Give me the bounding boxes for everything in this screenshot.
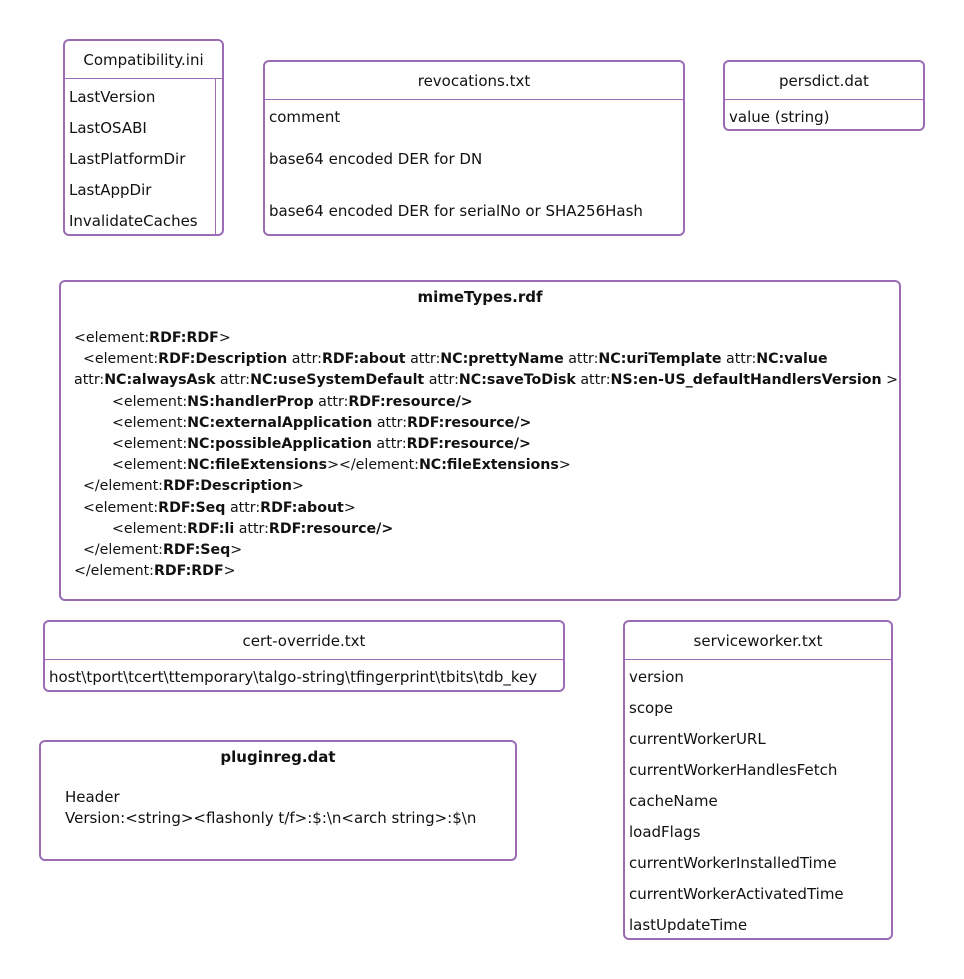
xml-line bbox=[83, 499, 356, 517]
compatibility-ini-table bbox=[63, 39, 224, 236]
xml-line bbox=[112, 435, 531, 453]
field-row: loadFlags bbox=[629, 823, 701, 841]
xml-syntax: > bbox=[343, 499, 356, 516]
xml-syntax: <element: bbox=[112, 436, 188, 452]
xml-name: RDF:Seq bbox=[162, 542, 231, 558]
xml-name: NC:externalApplication bbox=[187, 414, 373, 431]
xml-name: NC:uriTemplate bbox=[598, 351, 722, 368]
xml-name: RDF:resource/> bbox=[348, 393, 473, 410]
revocations-txt-table bbox=[263, 60, 685, 236]
revocations-txt-title: revocations.txt bbox=[265, 62, 683, 100]
xml-syntax: attr: bbox=[721, 351, 757, 368]
xml-name: NC:useSystemDefault bbox=[250, 372, 425, 389]
xml-name: NC:prettyName bbox=[440, 351, 564, 368]
field-row: version bbox=[629, 668, 684, 686]
field-row: scope bbox=[629, 699, 673, 717]
xml-name: RDF:li bbox=[187, 520, 235, 537]
xml-syntax: attr: bbox=[563, 351, 599, 368]
xml-syntax: <element: bbox=[112, 414, 188, 431]
xml-name: RDF:Seq bbox=[158, 499, 226, 516]
field-row: comment bbox=[269, 108, 341, 126]
field-row: host\tport\tcert\ttemporary\talgo-string\tfingerprint\tbits\tdb_key bbox=[49, 668, 538, 686]
field-row: LastPlatformDir bbox=[69, 150, 186, 168]
field-row: cacheName bbox=[629, 792, 718, 810]
xml-syntax: attr: bbox=[372, 414, 408, 431]
xml-syntax: <element: bbox=[112, 520, 188, 537]
xml-syntax: <element: bbox=[74, 330, 150, 346]
xml-name: RDF:RDF bbox=[153, 563, 224, 580]
xml-syntax: </element: bbox=[83, 542, 163, 558]
field-row: base64 encoded DER for serialNo or SHA256Hash bbox=[269, 202, 643, 220]
xml-name: NC:fileExtensions bbox=[187, 457, 328, 474]
serviceworker-txt-table bbox=[623, 620, 893, 940]
cert-override-txt-title: cert-override.txt bbox=[45, 622, 563, 660]
field-row: LastVersion bbox=[69, 88, 156, 106]
xml-name: NC:possibleApplication bbox=[187, 436, 372, 452]
xml-syntax: </element: bbox=[74, 563, 154, 580]
xml-syntax: > bbox=[230, 542, 243, 558]
xml-syntax: <element: bbox=[112, 457, 188, 474]
xml-line bbox=[112, 414, 531, 432]
xml-name: NC:value bbox=[756, 351, 828, 368]
xml-line bbox=[112, 520, 393, 538]
xml-syntax: <element: bbox=[112, 393, 188, 410]
xml-line bbox=[83, 350, 828, 368]
xml-name: RDF:about bbox=[260, 499, 344, 516]
field-row: currentWorkerActivatedTime bbox=[629, 885, 844, 903]
field-row: currentWorkerHandlesFetch bbox=[629, 761, 838, 779]
compatibility-ini-title: Compatibility.ini bbox=[65, 41, 222, 79]
xml-line bbox=[112, 393, 473, 411]
table-divider bbox=[215, 78, 216, 234]
xml-name: RDF:Description bbox=[162, 478, 293, 495]
xml-syntax: attr: bbox=[74, 372, 105, 389]
persdict-dat-table bbox=[723, 60, 925, 131]
xml-syntax: attr: bbox=[424, 372, 459, 389]
persdict-dat-title: persdict.dat bbox=[725, 62, 923, 100]
cert-override-txt-table bbox=[43, 620, 565, 692]
xml-line bbox=[74, 562, 236, 580]
xml-line bbox=[112, 456, 571, 474]
xml-syntax: > bbox=[292, 478, 304, 495]
xml-name: RDF:resource/> bbox=[406, 436, 531, 452]
xml-syntax: attr: bbox=[287, 351, 322, 368]
xml-syntax: attr: bbox=[234, 520, 269, 537]
field-row: lastUpdateTime bbox=[629, 916, 748, 934]
xml-syntax: > bbox=[223, 563, 236, 580]
field-row: LastAppDir bbox=[69, 181, 152, 199]
field-row: value (string) bbox=[729, 108, 830, 126]
xml-line bbox=[74, 371, 898, 389]
pluginreg-dat-box bbox=[39, 740, 517, 861]
xml-line bbox=[83, 477, 304, 495]
xml-syntax: attr: bbox=[575, 372, 611, 389]
xml-syntax: > bbox=[218, 330, 231, 346]
xml-syntax: attr: bbox=[371, 436, 407, 452]
xml-line bbox=[74, 329, 231, 347]
xml-syntax: attr: bbox=[215, 372, 251, 389]
xml-syntax: attr: bbox=[405, 351, 441, 368]
xml-syntax: attr: bbox=[225, 499, 261, 516]
pluginreg-line: Version:<string><flashonly t/f>:$:\n<arch string>:$\n bbox=[65, 809, 477, 827]
xml-name: RDF:resource/> bbox=[268, 520, 394, 537]
field-row: base64 encoded DER for DN bbox=[269, 150, 483, 168]
xml-syntax: </element: bbox=[83, 478, 163, 495]
xml-syntax: <element: bbox=[83, 499, 159, 516]
field-row: currentWorkerURL bbox=[629, 730, 766, 748]
xml-name: NS:en-US_defaultHandlersVersion bbox=[610, 372, 882, 389]
xml-name: NC:alwaysAsk bbox=[104, 372, 216, 389]
xml-name: RDF:resource/> bbox=[407, 414, 532, 431]
xml-line bbox=[83, 541, 242, 559]
xml-name: RDF:Description bbox=[158, 351, 288, 368]
xml-name: NC:fileExtensions bbox=[418, 457, 559, 474]
serviceworker-txt-title: serviceworker.txt bbox=[625, 622, 891, 660]
mimetypes-rdf-title: mimeTypes.rdf bbox=[417, 288, 543, 306]
field-row: InvalidateCaches bbox=[69, 212, 198, 230]
field-row: currentWorkerInstalledTime bbox=[629, 854, 837, 872]
xml-name: NS:handlerProp bbox=[187, 393, 314, 410]
xml-syntax: > bbox=[558, 457, 571, 474]
xml-syntax: attr: bbox=[313, 393, 349, 410]
mimetypes-rdf-box bbox=[59, 280, 901, 601]
pluginreg-dat-title: pluginreg.dat bbox=[220, 748, 336, 766]
pluginreg-line: Header bbox=[65, 788, 120, 806]
xml-syntax: > bbox=[881, 372, 899, 389]
xml-syntax: <element: bbox=[83, 351, 159, 368]
field-row: LastOSABI bbox=[69, 119, 147, 137]
xml-syntax: ></element: bbox=[327, 457, 419, 474]
xml-name: RDF:about bbox=[321, 351, 406, 368]
xml-name: RDF:RDF bbox=[149, 330, 219, 346]
xml-name: NC:saveToDisk bbox=[458, 372, 576, 389]
